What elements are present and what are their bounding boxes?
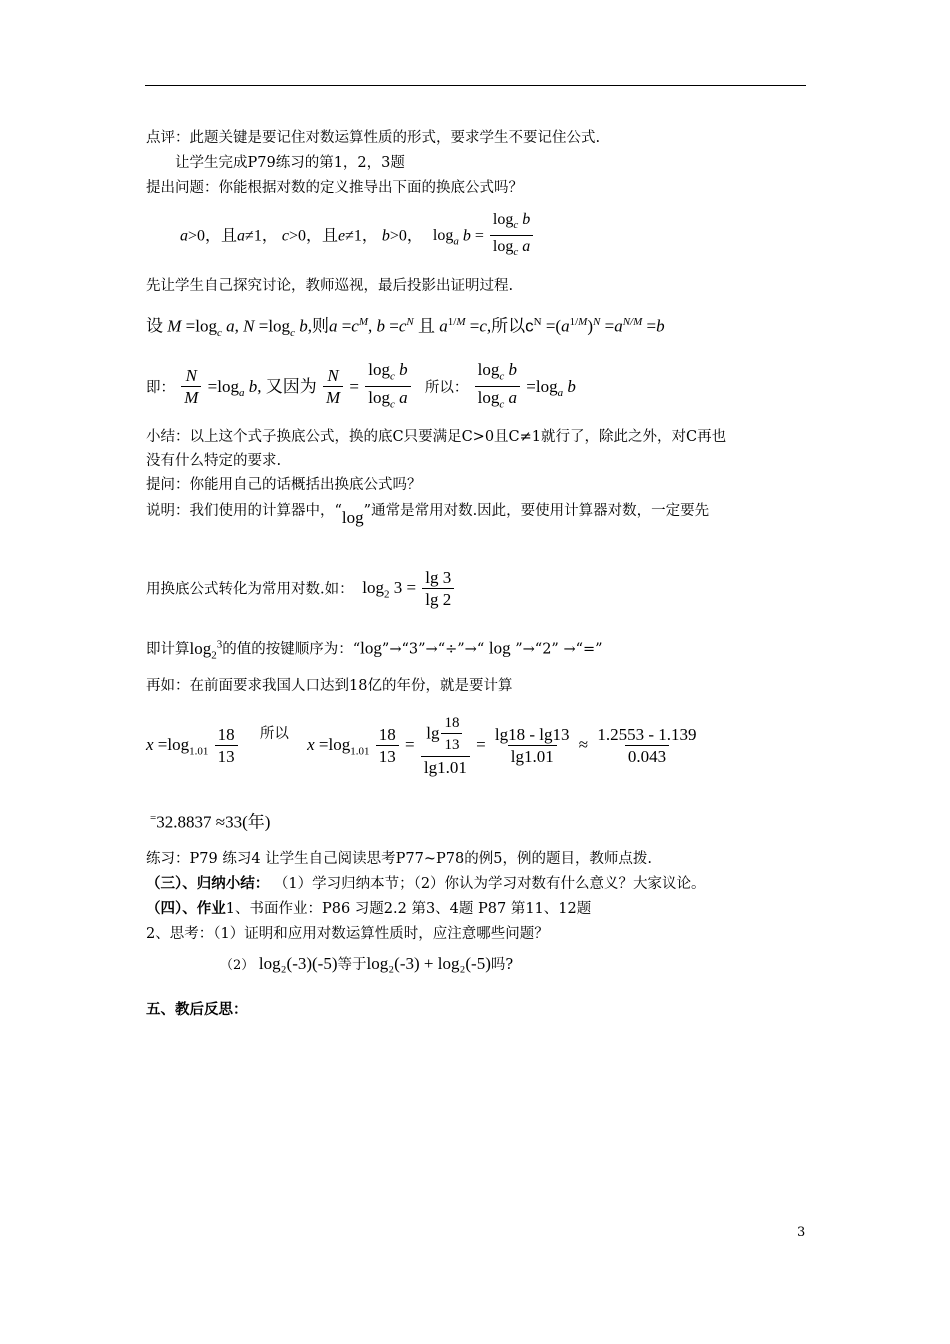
paragraph-summary-1: 小结：以上这个式子换底公式，换的底C只要满足C>0且C≠1就行了，除此之外，对C再也 bbox=[146, 429, 727, 445]
var-a: a bbox=[180, 227, 188, 245]
paragraph-exercise: 让学生完成P79练习的第1，2，3题 bbox=[175, 155, 405, 171]
equals: = bbox=[474, 227, 484, 245]
paragraph-example: 用换底公式转化为常用对数.如： $\log_2 3$ = $\frac{\lg 3}{\lg 2}$ bbox=[146, 568, 456, 611]
formula-proof: 设 $M =\log_c$ a, $N =\log_c$ b,则$a =c^M$, $b =c^N$ 且 $a^{1/M} =c$,所以$c^N =(a^{1/M})^N =a^{N/M} =b$ bbox=[146, 316, 665, 340]
paragraph-population: 再如：在前面要求我国人口达到18亿的年份，就是要计算 bbox=[146, 678, 513, 694]
var-b: b bbox=[381, 227, 390, 245]
cond-c: >0，且 bbox=[288, 227, 338, 245]
header-rule bbox=[145, 85, 806, 86]
var-e: e bbox=[337, 227, 346, 245]
log-lhs: log bbox=[432, 227, 454, 245]
paragraph-ask: 提问：你能用自己的话概括出换底公式吗？ bbox=[146, 477, 422, 493]
cond-b: >0， bbox=[389, 227, 423, 245]
section-homework: （四）、作业1、书面作业：P86 习题2.2 第3、4题 P87 第11、12题 bbox=[146, 900, 592, 917]
formula-result: 即： $\frac{N}{M}$ $=\log_a$ b, 又因为 $\frac{N}{M}$ = $\frac{\log_c b}{\log_c a}$ 所以： $\frac{\log_c b}{\log_c a}$ $=\log_a$ b bbox=[146, 360, 576, 416]
var-c: c bbox=[281, 227, 289, 245]
paragraph-explore: 先让学生自己探究讨论，教师巡视，最后投影出证明过程. bbox=[146, 278, 514, 294]
section-reflection: 五、教后反思： bbox=[146, 1001, 248, 1018]
section-summary: （三）、归纳小结： （1）学习归纳本节；（2）你认为学习对数有什么意义？大家议论。 bbox=[146, 875, 706, 892]
paragraph-note: 说明：我们使用的计算器中，“log”通常是常用对数.因此，要使用计算器对数，一定要先 bbox=[146, 503, 710, 527]
paragraph-think-1: 2、思考：（1）证明和应用对数运算性质时，应注意哪些问题？ bbox=[146, 926, 549, 942]
paragraph-think-2: （2） log₂(-3)(-5)等于log₂(-3) + log₂(-5)吗? bbox=[220, 954, 514, 973]
formula-result-years: =32.8837 ≈33(年) bbox=[150, 812, 271, 832]
fraction-change-of-base: $\frac{\log_c b}{\log_c a}$ bbox=[490, 210, 533, 263]
page-number: 3 bbox=[797, 1225, 806, 1240]
var-a: a bbox=[237, 227, 246, 245]
cond-a: >0，且 bbox=[188, 227, 238, 245]
log-key: log bbox=[341, 508, 364, 527]
cond-e-neq: ≠1， bbox=[345, 227, 378, 245]
formula-log2-3: $\log_2 3$ = $\frac{\lg 3}{\lg 2}$ bbox=[362, 578, 456, 597]
formula-population: $x =\log_{1.01}$ $\frac{18}{13}$ 所以 $x =\log_{1.01}$ $\frac{18}{13}$ = lg $\frac{18}{13}$ lg1.01 = $\frac{\lg 18 - \lg 13}{\lg 1.01}$ ≈ $\frac{1.2553 - 1.139}{0.043}$ bbox=[146, 715, 697, 777]
paragraph-key-sequence: 即计算$\log_2^3$的值的按键顺序为：“log”→“3”→“÷”→“ log ”→“2” →“=” bbox=[146, 638, 603, 662]
log-lhs-base: a bbox=[453, 235, 459, 248]
paragraph-practice: 练习：P79 练习4 让学生自己阅读思考P77~P78的例5，例的题目，教师点拨. bbox=[146, 851, 653, 867]
paragraph-summary-2: 没有什么特定的要求. bbox=[146, 453, 282, 469]
log-lhs-arg: b bbox=[462, 227, 471, 245]
formula-change-of-base bbox=[180, 210, 535, 263]
paragraph-question: 提出问题：你能根据对数的定义推导出下面的换底公式吗？ bbox=[146, 180, 523, 196]
paragraph-comment: 点评：此题关键是要记住对数运算性质的形式，要求学生不要记住公式. bbox=[146, 130, 601, 146]
cond-a-neq: ≠1， bbox=[245, 227, 278, 245]
